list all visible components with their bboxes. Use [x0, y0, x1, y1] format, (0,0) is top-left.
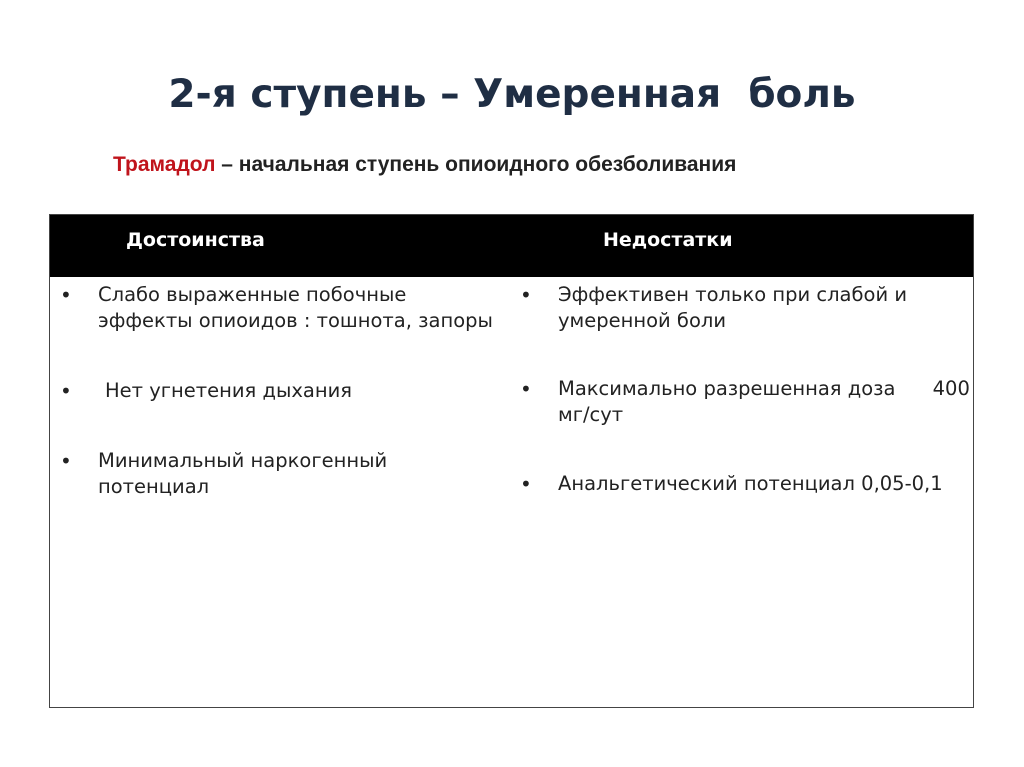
item-text: Слабо выраженные побочные эффекты опиоидов : тошнота, запоры: [98, 283, 493, 332]
bullet: •: [60, 283, 72, 307]
list-item: [520, 282, 970, 334]
header-disadvantages: Недостатки: [603, 229, 733, 251]
item-text: Анальгетический потенциал 0,05-0,1: [558, 472, 943, 495]
comparison-table: [49, 214, 977, 708]
item-text: Нет угнетения дыхания: [105, 379, 352, 402]
list-item: [60, 282, 500, 334]
item-text: Минимальный наркогенный потенциал: [98, 449, 388, 498]
list-item: [60, 448, 500, 500]
header-advantages: Достоинства: [126, 229, 265, 251]
bullet: •: [60, 449, 72, 473]
slide-title: 2-я ступень – Умеренная боль: [168, 72, 856, 117]
subtitle-text: – начальная ступень опиоидного обезболивания: [215, 153, 737, 176]
list-item: [520, 376, 977, 428]
list-item: [520, 471, 970, 497]
bullet: •: [520, 377, 532, 401]
table-header: [50, 215, 973, 277]
list-item: [60, 378, 500, 404]
item-text: Эффективен только при слабой и умеренной боли: [558, 283, 907, 332]
subtitle: [113, 153, 736, 177]
item-text: Максимально разрешенная доза 400 мг/сут: [558, 377, 977, 426]
disadvantages-column: [520, 281, 977, 497]
drug-name: Трамадол: [113, 153, 216, 176]
bullet: •: [520, 472, 532, 496]
bullet: •: [520, 283, 532, 307]
advantages-column: [60, 281, 500, 500]
bullet: •: [60, 379, 72, 403]
